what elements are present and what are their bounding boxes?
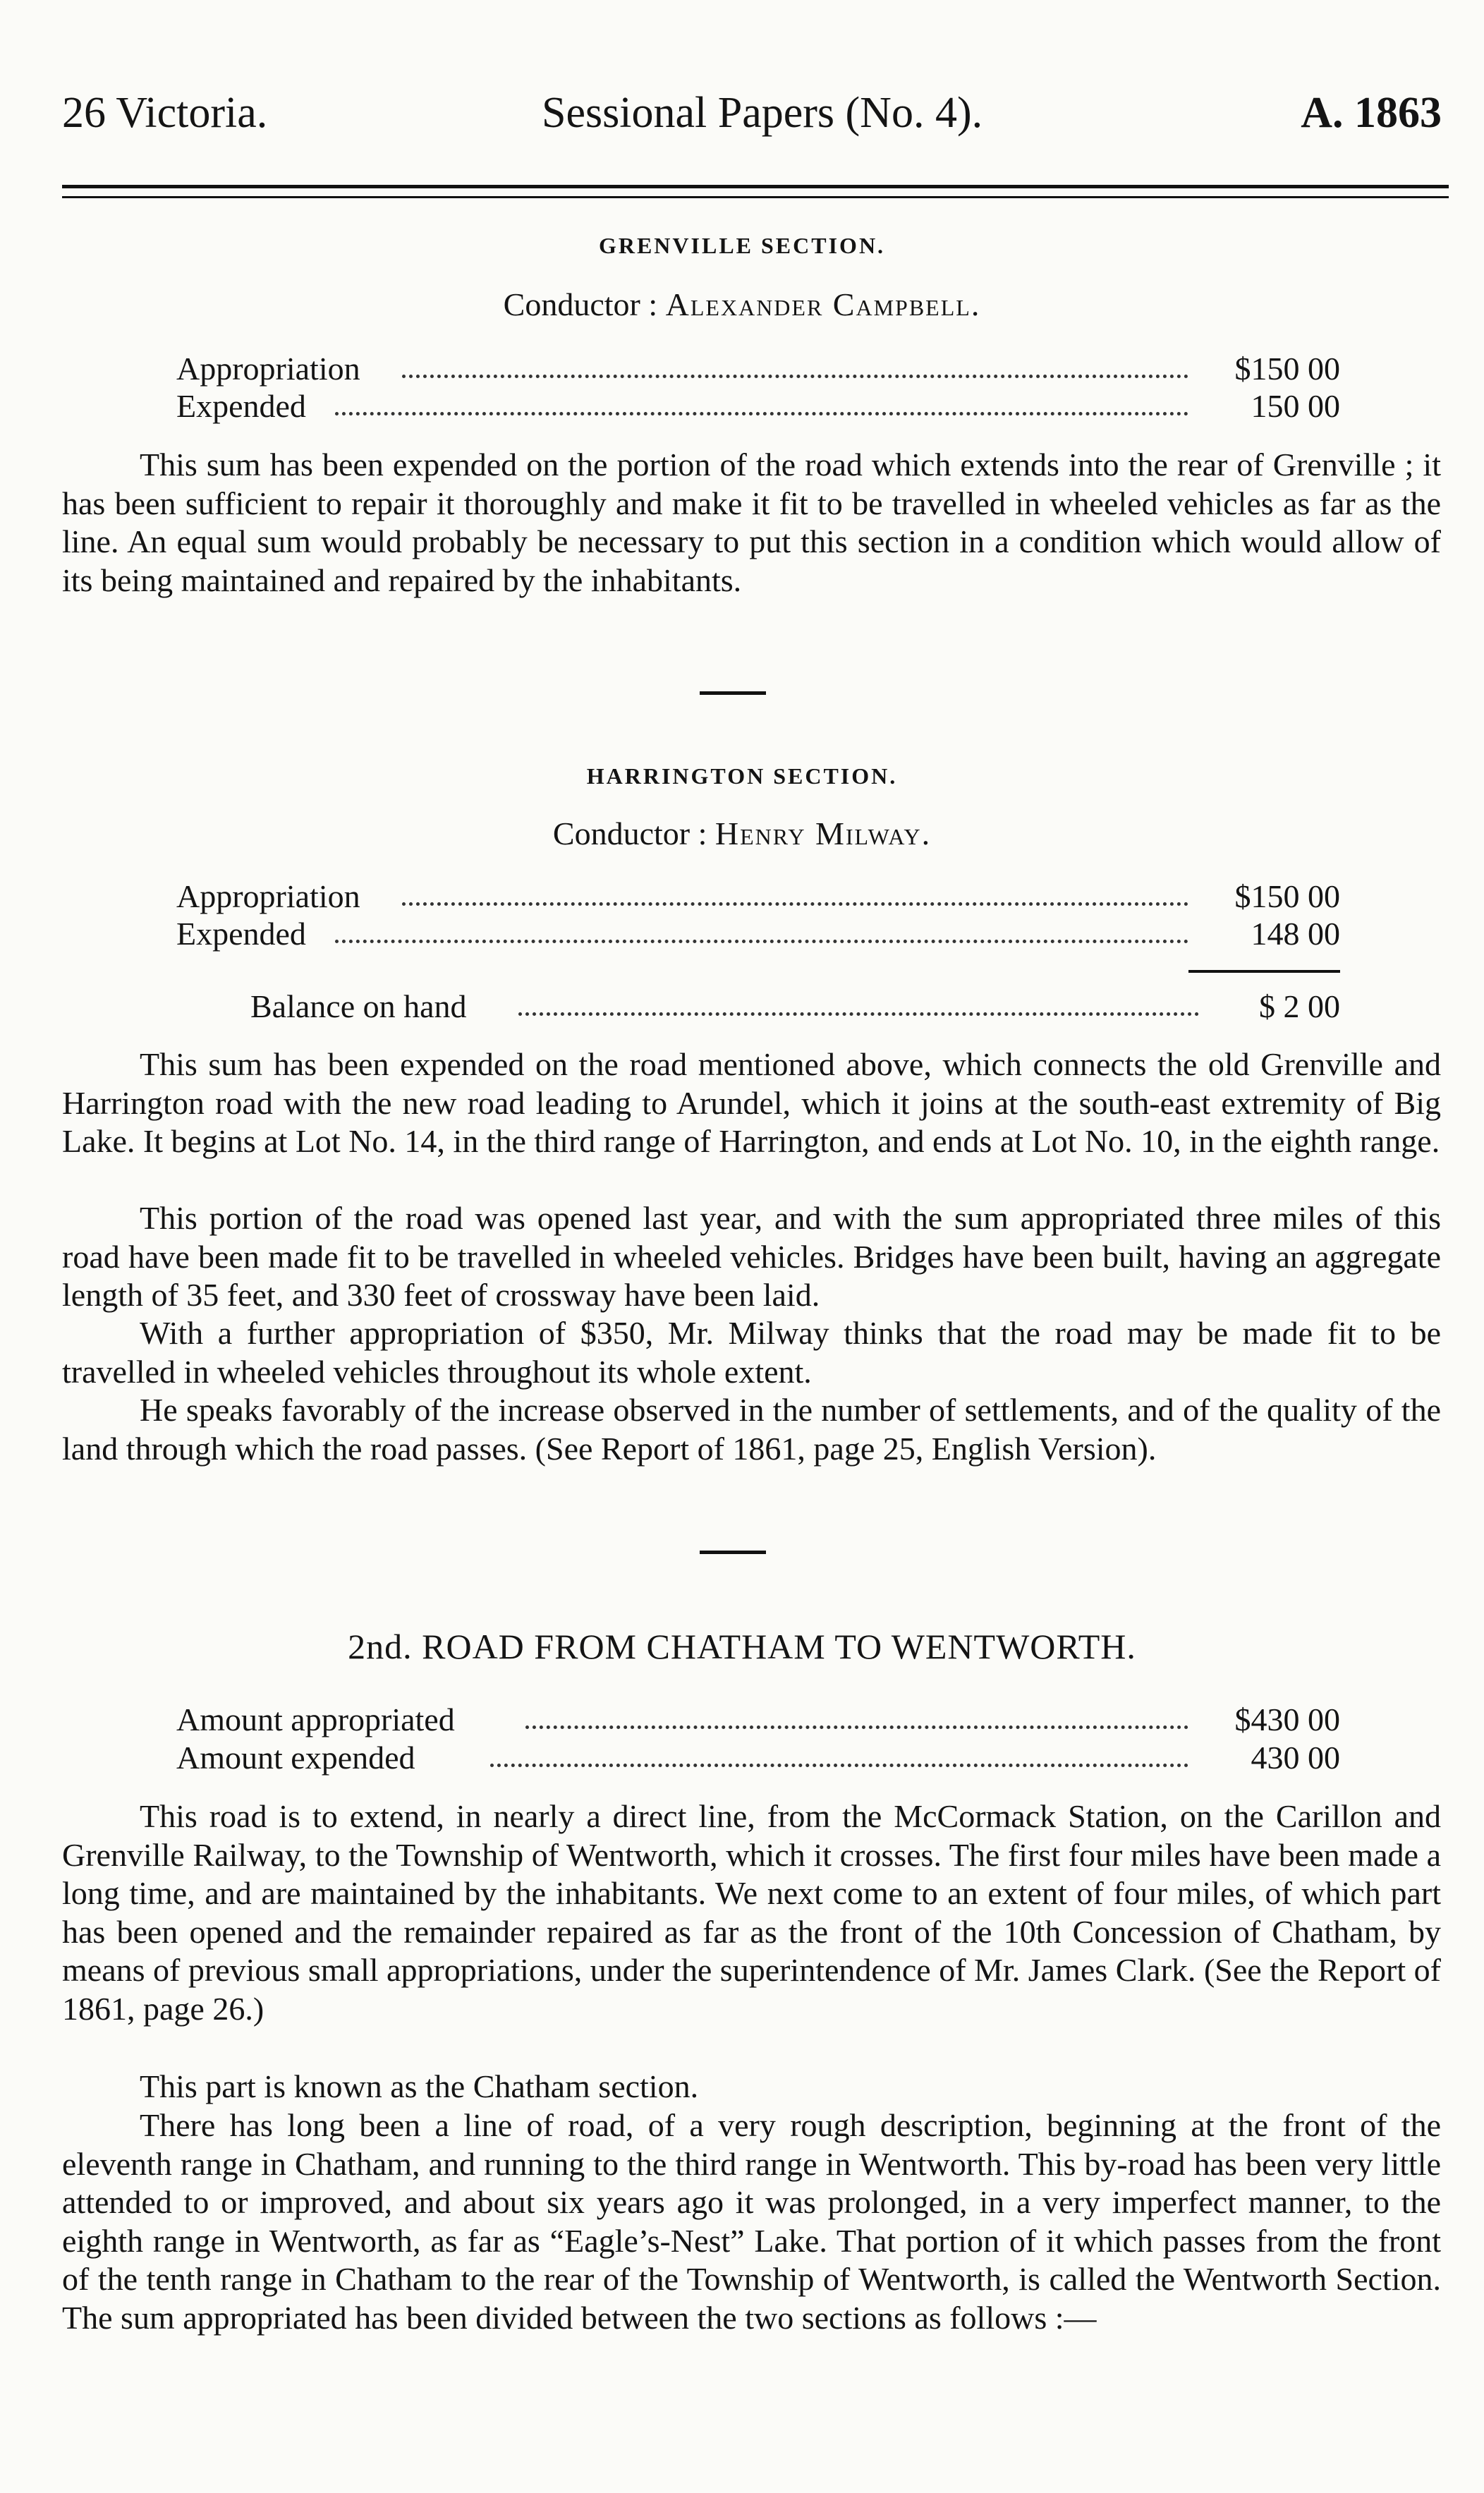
row-label: Expended — [176, 916, 306, 952]
row-label: Balance on hand — [250, 988, 467, 1024]
chatham-paragraph: There has long been a line of road, of a very rough description, beginning at the front of the eleventh range in Chatham, and running to the third range in Wentworth. This by-road has been very little attended to or improved, and about six years ago it was prolonged, in a very imperfect manner, to the eighth range in Wentworth, as far as “Eagle’s-Nest” Lake. That portion of it which passes from the front of the tenth range in Chatham to the rear of the Township of Wentworth, is called the Wentworth Section. The sum appropriated has been divided between the two sections as follows :— — [62, 2107, 1441, 2336]
row-label: Appropriation — [176, 878, 360, 914]
grenville-section-heading: GRENVILLE SECTION. — [598, 233, 886, 258]
grenville-appropriation-row — [176, 349, 1340, 389]
harrington-paragraph: He speaks favorably of the increase observed in the number of settlements, and of the quality of the land through which the road passes. (See Report of 1861, page 25, English Version). — [62, 1392, 1441, 1467]
row-amount: 148 00 — [1251, 916, 1340, 952]
section-separator — [700, 1551, 766, 1554]
dot-leader — [402, 375, 1188, 378]
volume-label: 26 Victoria. — [62, 89, 268, 137]
header-rule-thin — [62, 196, 1449, 198]
harrington-paragraph: With a further appropriation of $350, Mr. Milway thinks that the road may be made fit to be travelled in wheeled vehicles throughout its whole extent. — [62, 1315, 1441, 1390]
dot-leader — [518, 1012, 1199, 1016]
chatham-paragraph: This part is known as the Chatham section. — [140, 2068, 699, 2104]
harrington-paragraph: This portion of the road was opened last year, and with the sum appropriated three miles of this road have been made fit to be travelled in wheeled vehicles. Bridges have been built, having an aggregate length of 35 feet, and 330 feet of crossway have been laid. — [62, 1200, 1441, 1313]
chatham-paragraph: This road is to extend, in nearly a direct line, from the McCormack Station, on the Carillon and Grenville Railway, to the Township of Wentworth, which it crosses. The first four miles have been made a long time, and are maintained by the inhabitants. We next come to an extent of four miles, of which part has been opened and the remainder repaired as far as the front of the 10th Concession of Chatham, by means of previous small appropriations, under the superintendence of Mr. James Clark. (See the Report of 1861, page 26.) — [62, 1798, 1441, 2027]
chatham-expended-row — [176, 1738, 1340, 1778]
conductor-label: Conductor : — [552, 815, 707, 851]
grenville-conductor — [0, 286, 1484, 323]
row-label: Amount expended — [176, 1740, 415, 1776]
series-title: Sessional Papers (No. 4). — [542, 89, 983, 137]
chatham-appropriated-row — [176, 1700, 1340, 1740]
row-amount: $150 00 — [1234, 878, 1340, 914]
harrington-conductor — [0, 815, 1484, 852]
row-label: Appropriation — [176, 351, 360, 387]
dot-leader — [335, 412, 1188, 416]
dot-leader — [402, 902, 1188, 906]
conductor-name: Alexander Campbell. — [665, 286, 981, 322]
row-amount: $150 00 — [1234, 351, 1340, 387]
harrington-section-heading: HARRINGTON SECTION. — [586, 763, 898, 789]
running-head — [62, 85, 1442, 141]
road-section-title: 2nd. ROAD FROM CHATHAM TO WENTWORTH. — [348, 1627, 1136, 1666]
row-label: Expended — [176, 388, 306, 424]
row-amount: $ 2 00 — [1259, 988, 1340, 1024]
sum-rule — [1188, 970, 1340, 973]
header-rule-thick — [62, 185, 1449, 188]
section-separator — [700, 691, 766, 695]
conductor-name: Henry Milway. — [714, 815, 932, 851]
harrington-expended-row — [176, 914, 1340, 954]
harrington-balance-row — [250, 987, 1340, 1026]
row-amount: 430 00 — [1251, 1740, 1340, 1776]
row-amount: $430 00 — [1234, 1702, 1340, 1737]
row-amount: 150 00 — [1251, 388, 1340, 424]
conductor-label: Conductor : — [503, 286, 658, 322]
row-label: Amount appropriated — [176, 1702, 455, 1737]
grenville-expended-row — [176, 387, 1340, 426]
harrington-paragraph: This sum has been expended on the road mentioned above, which connects the old Grenville and Harrington road with the new road leading to Arundel, which it joins at the south-east extremity of Big Lake. It begins at Lot No. 14, in the third range of Harrington, and ends at Lot No. 10, in the eighth range. — [62, 1046, 1441, 1159]
grenville-paragraph: This sum has been expended on the portion of the road which extends into the rear of Grenville ; it has been sufficient to repair it thoroughly and make it fit to be travelled in wheeled vehicles as far as the line. An equal sum would probably be necessary to put this section in a condition which would allow of its being maintained and repaired by the inhabitants. — [62, 447, 1441, 598]
harrington-appropriation-row — [176, 877, 1340, 916]
dot-leader — [490, 1764, 1188, 1767]
year-label: A. 1863 — [1301, 89, 1442, 137]
dot-leader — [525, 1725, 1188, 1729]
dot-leader — [335, 940, 1188, 943]
